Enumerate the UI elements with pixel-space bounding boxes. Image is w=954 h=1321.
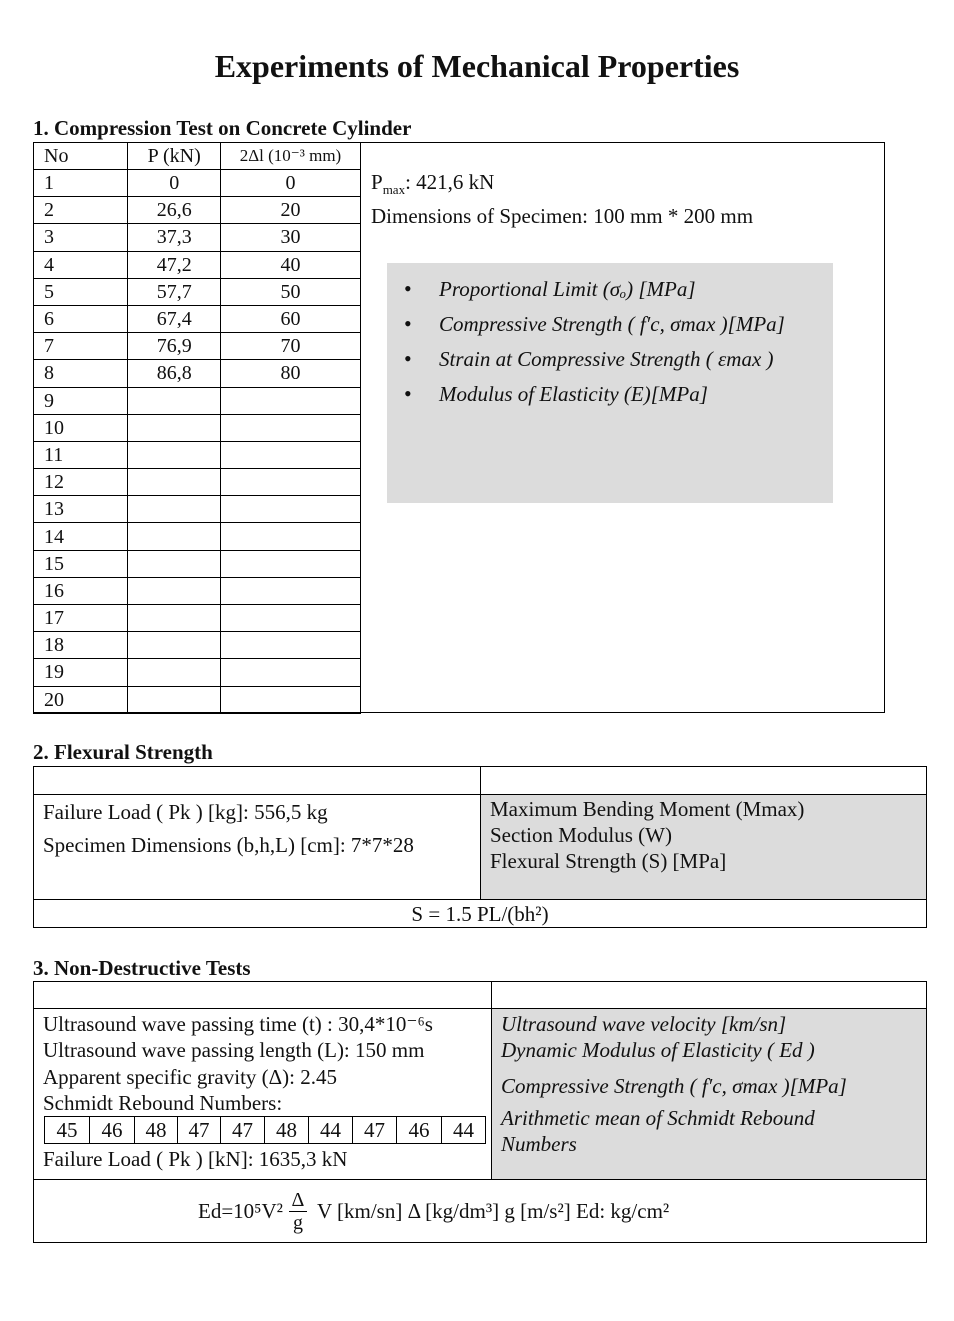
ndt-specific-gravity: Apparent specific gravity (Δ): 2.45 — [43, 1064, 337, 1089]
pmax-value: : 421,6 kN — [405, 170, 495, 194]
schmidt-number: 48 — [265, 1117, 309, 1144]
cell-deformation — [220, 387, 360, 414]
cell-deformation — [220, 659, 360, 686]
result-modulus: • Modulus of Elasticity (E)[MPa] — [387, 379, 833, 414]
schmidt-numbers-table — [44, 1116, 486, 1144]
table-row — [34, 224, 361, 251]
compression-results-panel — [387, 263, 833, 503]
table-row — [34, 523, 361, 550]
cell-load: 86,8 — [128, 360, 221, 387]
table-row — [34, 197, 361, 224]
schmidt-number: 47 — [178, 1117, 221, 1144]
table-row — [34, 659, 361, 686]
table-row — [34, 686, 361, 713]
formula-units: V [km/sn] Δ [kg/dm³] g [m/s²] Ed: kg/cm² — [316, 1198, 670, 1223]
cell-deformation — [220, 605, 360, 632]
flexural-specimen-dimensions: Specimen Dimensions (b,h,L) [cm]: 7*7*28 — [43, 833, 414, 857]
col-header-load: P (kN) — [128, 143, 221, 170]
table-row — [34, 278, 361, 305]
schmidt-number: 46 — [397, 1117, 442, 1144]
schmidt-number: 47 — [221, 1117, 265, 1144]
cell-deformation — [220, 414, 360, 441]
cell-deformation — [220, 441, 360, 468]
cell-deformation — [220, 632, 360, 659]
result-flexural-strength: Flexural Strength (S) [MPa] — [490, 849, 727, 873]
formula-fraction — [289, 1189, 307, 1234]
page-title: Experiments of Mechanical Properties — [214, 48, 740, 84]
table-row — [34, 496, 361, 523]
specimen-info — [371, 169, 753, 229]
cell-deformation: 30 — [220, 224, 360, 251]
cell-no: 5 — [34, 278, 128, 305]
table-row — [34, 632, 361, 659]
cell-load — [128, 523, 221, 550]
cell-deformation — [220, 577, 360, 604]
cell-load — [128, 577, 221, 604]
table-row — [34, 414, 361, 441]
cell-load: 57,7 — [128, 278, 221, 305]
cell-no: 3 — [34, 224, 128, 251]
flexural-formula: S = 1.5 PL/(bh²) — [411, 902, 549, 926]
cell-load — [128, 550, 221, 577]
pmax-sub: max — [382, 182, 406, 198]
cell-no: 13 — [34, 496, 128, 523]
cell-deformation: 20 — [220, 197, 360, 224]
result-ultrasound-velocity: Ultrasound wave velocity [km/sn] — [501, 1012, 787, 1036]
flexural-inputs — [43, 796, 414, 862]
cell-load: 0 — [128, 170, 221, 197]
result-max-bending-moment: Maximum Bending Moment (Mmax) — [490, 797, 805, 821]
table-row — [34, 305, 361, 332]
cell-deformation: 80 — [220, 360, 360, 387]
pmax-label: P — [371, 170, 383, 194]
table-row — [34, 360, 361, 387]
cell-no: 4 — [34, 251, 128, 278]
formula-lhs: Ed=10⁵V² — [198, 1198, 283, 1223]
ndt-failure-load: Failure Load ( Pk ) [kN]: 1635,3 kN — [43, 1147, 348, 1171]
ndt-passing-length: Ultrasound wave passing length (L): 150 mm — [43, 1038, 425, 1063]
cell-no: 2 — [34, 197, 128, 224]
cell-load — [128, 469, 221, 496]
cell-load: 26,6 — [128, 197, 221, 224]
table-row — [34, 441, 361, 468]
result-section-modulus: Section Modulus (W) — [490, 823, 672, 847]
result-schmidt-mean-cont: Numbers — [501, 1132, 577, 1156]
specimen-dimensions: Dimensions of Specimen: 100 mm * 200 mm — [371, 204, 754, 229]
ndt-formula — [198, 1181, 669, 1241]
result-dynamic-modulus: Dynamic Modulus of Elasticity ( Ed ) — [501, 1038, 815, 1062]
table-row — [34, 170, 361, 197]
cell-load — [128, 605, 221, 632]
schmidt-number: 48 — [135, 1117, 178, 1144]
table-row — [34, 550, 361, 577]
cell-load — [128, 686, 221, 713]
cell-no: 12 — [34, 469, 128, 496]
cell-deformation: 50 — [220, 278, 360, 305]
cell-deformation — [220, 523, 360, 550]
cell-deformation: 70 — [220, 333, 360, 360]
col-header-no: No — [34, 143, 128, 170]
cell-no: 9 — [34, 387, 128, 414]
cell-deformation — [220, 469, 360, 496]
result-proportional-limit: • Proportional Limit (σₒ) [MPa] — [387, 274, 833, 309]
table-row — [34, 387, 361, 414]
cell-load: 37,3 — [128, 224, 221, 251]
cell-deformation — [220, 550, 360, 577]
compression-table — [33, 142, 361, 714]
cell-no: 1 — [34, 170, 128, 197]
flexural-failure-load: Failure Load ( Pk ) [kg]: 556,5 kg — [43, 800, 328, 824]
schmidt-number: 45 — [45, 1117, 90, 1144]
result-strain: • Strain at Compressive Strength ( εmax ) — [387, 344, 833, 379]
section2-heading: 2. Flexural Strength — [33, 740, 213, 764]
cell-deformation — [220, 496, 360, 523]
cell-no: 7 — [34, 333, 128, 360]
cell-no: 11 — [34, 441, 128, 468]
cell-no: 18 — [34, 632, 128, 659]
section1-heading: 1. Compression Test on Concrete Cylinder — [33, 116, 412, 140]
cell-load: 67,4 — [128, 305, 221, 332]
col-header-deformation: 2Δl (10⁻³ mm) — [220, 143, 360, 170]
table-row — [34, 469, 361, 496]
ndt-inputs — [43, 1011, 433, 1116]
cell-deformation — [220, 686, 360, 713]
cell-no: 15 — [34, 550, 128, 577]
ndt-schmidt-label: Schmidt Rebound Numbers: — [43, 1090, 283, 1115]
cell-no: 16 — [34, 577, 128, 604]
flexural-results — [490, 796, 804, 874]
table-row — [34, 333, 361, 360]
cell-load — [128, 659, 221, 686]
cell-no: 20 — [34, 686, 128, 713]
cell-no: 6 — [34, 305, 128, 332]
cell-deformation: 60 — [220, 305, 360, 332]
result-ndt-compressive-strength: Compressive Strength ( f′c, σmax )[MPa] — [501, 1074, 847, 1098]
table-row — [34, 605, 361, 632]
cell-load — [128, 387, 221, 414]
ndt-results — [501, 1011, 847, 1157]
table-row — [34, 577, 361, 604]
divider — [33, 1179, 927, 1180]
cell-load — [128, 632, 221, 659]
cell-load — [128, 414, 221, 441]
schmidt-number: 47 — [353, 1117, 397, 1144]
result-compressive-strength: • Compressive Strength ( f′c, σmax )[MPa] — [387, 309, 833, 344]
ndt-passing-time: Ultrasound wave passing time (t) : 30,4*10⁻⁶s — [43, 1012, 433, 1036]
cell-load — [128, 441, 221, 468]
formula-numerator: Δ — [291, 1188, 305, 1211]
formula-denominator: g — [289, 1211, 307, 1234]
cell-load — [128, 496, 221, 523]
result-schmidt-mean: Arithmetic mean of Schmidt Rebound — [501, 1106, 815, 1130]
cell-deformation: 0 — [220, 170, 360, 197]
cell-no: 17 — [34, 605, 128, 632]
cell-load: 76,9 — [128, 333, 221, 360]
schmidt-number: 44 — [309, 1117, 353, 1144]
cell-no: 10 — [34, 414, 128, 441]
cell-no: 19 — [34, 659, 128, 686]
cell-no: 8 — [34, 360, 128, 387]
cell-deformation: 40 — [220, 251, 360, 278]
table-row — [34, 251, 361, 278]
cell-no: 14 — [34, 523, 128, 550]
cell-load: 47,2 — [128, 251, 221, 278]
schmidt-number: 44 — [442, 1117, 486, 1144]
schmidt-number: 46 — [90, 1117, 135, 1144]
section3-heading: 3. Non-Destructive Tests — [33, 956, 251, 980]
